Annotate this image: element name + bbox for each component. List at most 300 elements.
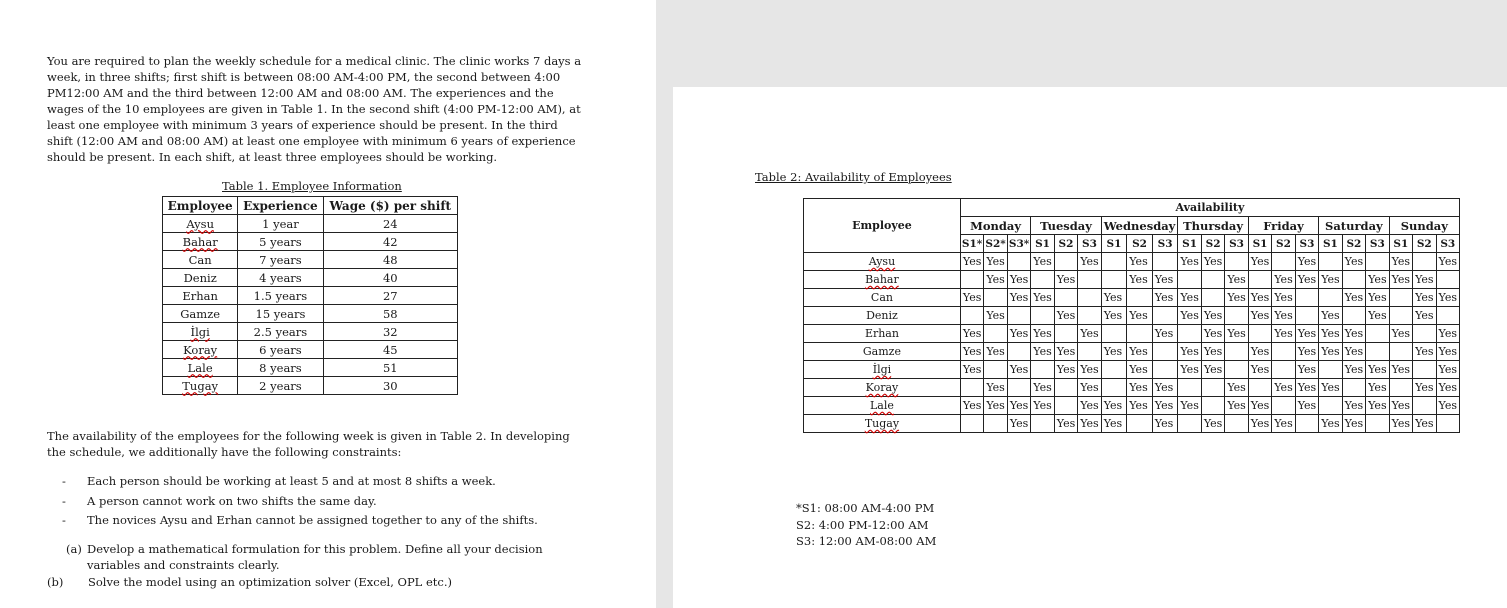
availability-cell: Yes [1178, 307, 1201, 325]
shift-header: S2 [1272, 235, 1295, 253]
cell-text: 15 years [255, 306, 306, 321]
shift-header: S1 [1319, 235, 1342, 253]
cell-employee [804, 253, 961, 271]
table2-caption: Table 2: Availability of Employees [755, 170, 952, 184]
shift-header: S3 [1152, 235, 1178, 253]
availability-cell: Yes [1127, 307, 1153, 325]
availability-cell [1225, 307, 1248, 325]
table-row [804, 361, 1460, 379]
table-row [804, 415, 1460, 433]
cell-employee [804, 307, 961, 325]
availability-cell [1078, 343, 1101, 361]
availability-cell [1078, 271, 1101, 289]
cell-text: 7 years [259, 252, 302, 267]
availability-cell: Yes [1031, 379, 1054, 397]
availability-cell: Yes [1178, 289, 1201, 307]
availability-cell [1436, 307, 1459, 325]
shift-header: S2* [984, 235, 1007, 253]
availability-cell: Yes [1031, 253, 1054, 271]
availability-cell [1031, 271, 1054, 289]
cell-text: 5 years [259, 234, 302, 249]
availability-cell: Yes [1054, 343, 1077, 361]
cell-text: Gamze [180, 306, 221, 321]
availability-cell: Yes [1389, 397, 1412, 415]
availability-cell [1436, 415, 1459, 433]
availability-cell: Yes [1178, 397, 1201, 415]
cell-employee [804, 289, 961, 307]
table-header-row [804, 199, 1460, 217]
availability-cell: Yes [1127, 271, 1153, 289]
availability-cell [1101, 325, 1127, 343]
availability-cell: Yes [1031, 397, 1054, 415]
availability-cell: Yes [1319, 415, 1342, 433]
availability-cell: Yes [1248, 307, 1271, 325]
availability-cell [1127, 325, 1153, 343]
availability-cell: Yes [1248, 397, 1271, 415]
cell-text: 1.5 years [253, 288, 308, 303]
table-row [804, 271, 1460, 289]
availability-cell: Yes [1078, 361, 1101, 379]
cell-text: 2 years [259, 378, 302, 393]
availability-cell: Yes [1127, 361, 1153, 379]
availability-cell: Yes [1007, 361, 1030, 379]
availability-cell: Yes [984, 307, 1007, 325]
availability-cell: Yes [1295, 325, 1318, 343]
cell-name [163, 377, 238, 395]
availability-cell: Yes [1152, 379, 1178, 397]
day-header: Monday [960, 217, 1030, 235]
availability-cell [1389, 289, 1412, 307]
day-header: Friday [1248, 217, 1318, 235]
availability-cell: Yes [1436, 325, 1459, 343]
availability-cell: Yes [1295, 253, 1318, 271]
header-experience: Experience [238, 197, 323, 215]
question-b-text: Solve the model using an optimization solver (Excel, OPL etc.) [88, 575, 452, 589]
availability-cell: Yes [1413, 343, 1436, 361]
availability-cell: Yes [1007, 415, 1030, 433]
cell-wage [323, 287, 457, 305]
question-a [66, 541, 586, 573]
cell-text: Bahar [865, 273, 899, 286]
shift-header: S3 [1225, 235, 1248, 253]
cell-text: 48 [382, 252, 398, 267]
shift-note: S3: 12:00 AM-08:00 AM [796, 534, 937, 548]
table-row [163, 323, 458, 341]
cell-text: Deniz [866, 309, 898, 322]
cell-text: İlgi [872, 363, 892, 376]
question-b [47, 575, 452, 589]
cell-text: Aysu [868, 255, 896, 268]
availability-cell [1413, 397, 1436, 415]
availability-cell [1342, 379, 1365, 397]
availability-cell: Yes [1201, 325, 1224, 343]
availability-cell: Yes [1319, 271, 1342, 289]
cell-employee [804, 397, 961, 415]
cell-text: 24 [382, 216, 398, 231]
availability-cell [1127, 415, 1153, 433]
cell-name [163, 251, 238, 269]
cell-experience [238, 305, 323, 323]
cell-text: Tugay [864, 417, 900, 430]
availability-cell: Yes [1295, 343, 1318, 361]
availability-cell: Yes [1389, 415, 1412, 433]
availability-cell [1319, 361, 1342, 379]
shift-header: S2 [1342, 235, 1365, 253]
availability-cell [1201, 397, 1224, 415]
availability-cell [1101, 253, 1127, 271]
availability-cell [1152, 253, 1178, 271]
cell-text: 8 years [259, 360, 302, 375]
table1-caption: Table 1. Employee Information [222, 179, 402, 193]
table-row [163, 287, 458, 305]
shift-header: S1 [1248, 235, 1271, 253]
shift-header: S3 [1295, 235, 1318, 253]
availability-cell: Yes [1342, 289, 1365, 307]
availability-cell [960, 415, 983, 433]
availability-cell: Yes [1078, 415, 1101, 433]
availability-cell [1366, 253, 1389, 271]
header-employee: Employee [163, 197, 238, 215]
availability-cell: Yes [1366, 307, 1389, 325]
availability-cell [1389, 379, 1412, 397]
availability-cell: Yes [1342, 361, 1365, 379]
availability-cell [1101, 361, 1127, 379]
cell-text: Erhan [864, 327, 899, 340]
shift-header: S3 [1436, 235, 1459, 253]
availability-cell [1272, 397, 1295, 415]
cell-experience [238, 377, 323, 395]
availability-cell: Yes [1413, 379, 1436, 397]
availability-cell: Yes [1319, 307, 1342, 325]
cell-wage [323, 269, 457, 287]
availability-cell: Yes [1413, 289, 1436, 307]
constraint-list [62, 474, 538, 533]
availability-cell: Yes [1054, 307, 1077, 325]
cell-text: 4 years [259, 270, 302, 285]
availability-cell: Yes [984, 379, 1007, 397]
list-item: - A person cannot work on two shifts the same day. [62, 493, 377, 508]
availability-cell [1319, 397, 1342, 415]
availability-cell: Yes [1436, 379, 1459, 397]
cell-text: 30 [382, 378, 398, 393]
table-row [163, 305, 458, 323]
table-row [804, 397, 1460, 415]
availability-cell: Yes [984, 253, 1007, 271]
availability-cell: Yes [1101, 289, 1127, 307]
shift-note: S2: 4:00 PM-12:00 AM [796, 517, 929, 532]
availability-cell: Yes [1319, 325, 1342, 343]
availability-cell: Yes [1436, 343, 1459, 361]
availability-cell [1054, 325, 1077, 343]
shift-header: S1 [1389, 235, 1412, 253]
constraint-text: A person cannot work on two shifts the same day. [87, 493, 377, 508]
availability-cell: Yes [1272, 325, 1295, 343]
availability-cell [1413, 253, 1436, 271]
availability-cell [1272, 343, 1295, 361]
availability-cell [1007, 253, 1030, 271]
cell-text: İlgi [190, 324, 210, 339]
availability-cell: Yes [1272, 271, 1295, 289]
availability-cell [1225, 361, 1248, 379]
availability-cell: Yes [1225, 397, 1248, 415]
table-row [804, 343, 1460, 361]
cell-experience [238, 341, 323, 359]
availability-cell [1248, 379, 1271, 397]
cell-text: 6 years [259, 342, 302, 357]
availability-cell: Yes [1127, 343, 1153, 361]
availability-cell: Yes [1413, 307, 1436, 325]
cell-wage [323, 341, 457, 359]
availability-cell [984, 415, 1007, 433]
availability-cell: Yes [960, 289, 983, 307]
cell-text: Koray [183, 342, 218, 357]
day-header: Saturday [1319, 217, 1389, 235]
availability-cell [1366, 325, 1389, 343]
availability-cell [1225, 343, 1248, 361]
availability-cell: Yes [960, 343, 983, 361]
cell-wage [323, 305, 457, 323]
table-row [804, 253, 1460, 271]
cell-experience [238, 269, 323, 287]
availability-cell [1178, 325, 1201, 343]
table-row [163, 233, 458, 251]
shift-header: S2 [1054, 235, 1077, 253]
availability-cell [1342, 271, 1365, 289]
availability-cell [1201, 379, 1224, 397]
availability-cell [1389, 307, 1412, 325]
availability-cell: Yes [1031, 289, 1054, 307]
availability-cell: Yes [1272, 289, 1295, 307]
cell-employee [804, 271, 961, 289]
availability-cell [1101, 379, 1127, 397]
availability-cell: Yes [1152, 397, 1178, 415]
availability-cell [1078, 289, 1101, 307]
availability-cell: Yes [1366, 379, 1389, 397]
cell-text: 45 [382, 342, 398, 357]
cell-wage [323, 251, 457, 269]
day-header: Tuesday [1031, 217, 1101, 235]
availability-cell: Yes [1101, 397, 1127, 415]
availability-cell [1031, 361, 1054, 379]
availability-cell: Yes [1101, 307, 1127, 325]
availability-cell [1201, 271, 1224, 289]
availability-cell [1031, 415, 1054, 433]
availability-cell [1272, 361, 1295, 379]
list-item: - The novices Aysu and Erhan cannot be assigned together to any of the shifts. [62, 513, 538, 527]
availability-cell: Yes [1078, 253, 1101, 271]
availability-cell: Yes [1078, 379, 1101, 397]
availability-cell [1389, 343, 1412, 361]
availability-cell: Yes [1127, 253, 1153, 271]
availability-cell [1342, 307, 1365, 325]
cell-text: Bahar [182, 234, 218, 249]
availability-cell [1152, 361, 1178, 379]
availability-cell: Yes [960, 397, 983, 415]
availability-cell: Yes [960, 361, 983, 379]
availability-cell [1366, 415, 1389, 433]
availability-cell: Yes [1342, 397, 1365, 415]
availability-cell [1225, 415, 1248, 433]
availability-cell [1007, 307, 1030, 325]
cell-text: 32 [382, 324, 398, 339]
availability-cell: Yes [1248, 343, 1271, 361]
availability-cell: Yes [1054, 361, 1077, 379]
cell-text: Lale [187, 360, 213, 375]
cell-name [163, 341, 238, 359]
availability-cell [1178, 415, 1201, 433]
availability-cell [1295, 415, 1318, 433]
availability-cell: Yes [1152, 271, 1178, 289]
cell-wage [323, 377, 457, 395]
availability-cell [1178, 379, 1201, 397]
availability-cell: Yes [1295, 397, 1318, 415]
availability-cell [1152, 307, 1178, 325]
availability-cell [1078, 307, 1101, 325]
availability-cell [1054, 253, 1077, 271]
availability-cell [960, 271, 983, 289]
availability-cell [1413, 325, 1436, 343]
availability-paragraph: The availability of the employees for the following week is given in Table 2. In developing the schedule, we additionally have the following constraints: [47, 429, 570, 459]
availability-cell: Yes [1225, 379, 1248, 397]
availability-table [803, 198, 1460, 433]
cell-wage [323, 233, 457, 251]
cell-name [163, 359, 238, 377]
constraint-text: Each person should be working at least 5 and at most 8 shifts a week. [87, 474, 496, 488]
availability-cell: Yes [1007, 397, 1030, 415]
availability-cell [1054, 397, 1077, 415]
cell-employee [804, 343, 961, 361]
availability-cell: Yes [1413, 271, 1436, 289]
availability-cell: Yes [1201, 343, 1224, 361]
availability-cell: Yes [1366, 397, 1389, 415]
availability-cell [1054, 379, 1077, 397]
availability-cell [1295, 307, 1318, 325]
table-row [804, 379, 1460, 397]
availability-cell: Yes [1101, 343, 1127, 361]
availability-cell: Yes [1342, 253, 1365, 271]
availability-cell [1054, 289, 1077, 307]
table-header-row [163, 197, 458, 215]
question-b-label: (b) [47, 575, 64, 589]
cell-text: Deniz [183, 270, 217, 285]
cell-wage [323, 359, 457, 377]
availability-cell: Yes [1178, 361, 1201, 379]
availability-cell: Yes [1201, 415, 1224, 433]
availability-cell: Yes [1078, 397, 1101, 415]
cell-text: Can [188, 252, 212, 267]
availability-cell: Yes [1152, 325, 1178, 343]
table-row [163, 359, 458, 377]
availability-cell: Yes [1436, 361, 1459, 379]
cell-name [163, 323, 238, 341]
availability-cell [1201, 289, 1224, 307]
availability-cell: Yes [1272, 379, 1295, 397]
intro-paragraph: You are required to plan the weekly schedule for a medical clinic. The clinic works 7 days a week, in three shifts; first shift is between 08:00 AM-4:00 PM, the second between 4:00 PM12:00 AM and the third between 12:00 AM and 08:00 AM. The experiences and the wages of the 10 employees are given in Table 1. In the second shift (4:00 PM-12:00 AM), at least one employee with minimum 3 years of experience should be present. In the third shift (12:00 AM and 08:00 AM) at least one employee with minimum 6 years of experience should be present. In each shift, at least three employees should be working. [47, 54, 582, 164]
cell-text: Tugay [182, 378, 219, 393]
availability-cell: Yes [1248, 253, 1271, 271]
availability-cell [984, 325, 1007, 343]
cell-name [163, 215, 238, 233]
cell-wage [323, 215, 457, 233]
cell-name [163, 305, 238, 323]
cell-text: 27 [382, 288, 398, 303]
table-row [804, 325, 1460, 343]
cell-experience [238, 323, 323, 341]
availability-cell: Yes [1295, 361, 1318, 379]
shift-header: S1* [960, 235, 983, 253]
availability-cell [1272, 253, 1295, 271]
availability-cell: Yes [1436, 289, 1459, 307]
day-header: Sunday [1389, 217, 1459, 235]
cell-employee [804, 379, 961, 397]
availability-cell: Yes [1225, 325, 1248, 343]
shift-header: S1 [1031, 235, 1054, 253]
availability-cell [1366, 343, 1389, 361]
header-availability: Availability [960, 199, 1459, 217]
availability-cell [1319, 253, 1342, 271]
availability-cell: Yes [1127, 397, 1153, 415]
table-row [163, 269, 458, 287]
shift-header: S3 [1078, 235, 1101, 253]
availability-cell: Yes [1152, 415, 1178, 433]
availability-cell: Yes [1178, 343, 1201, 361]
availability-cell: Yes [1101, 415, 1127, 433]
availability-cell: Yes [1054, 415, 1077, 433]
cell-experience [238, 233, 323, 251]
availability-cell [1248, 325, 1271, 343]
table-row [163, 341, 458, 359]
availability-cell [960, 379, 983, 397]
shift-notes [796, 500, 936, 550]
shift-header: S2 [1127, 235, 1153, 253]
availability-cell: Yes [1319, 343, 1342, 361]
cell-text: Erhan [182, 288, 218, 303]
availability-cell: Yes [1007, 271, 1030, 289]
availability-cell: Yes [1201, 307, 1224, 325]
availability-cell: Yes [1225, 271, 1248, 289]
table-row [163, 215, 458, 233]
availability-cell: Yes [1389, 253, 1412, 271]
cell-experience [238, 359, 323, 377]
table-row [804, 289, 1460, 307]
cell-name [163, 287, 238, 305]
availability-cell: Yes [1389, 271, 1412, 289]
availability-cell: Yes [1248, 289, 1271, 307]
shift-header: S2 [1201, 235, 1224, 253]
availability-cell: Yes [960, 253, 983, 271]
cell-experience [238, 287, 323, 305]
availability-cell: Yes [1054, 271, 1077, 289]
availability-cell: Yes [1178, 253, 1201, 271]
cell-text: Gamze [862, 345, 901, 358]
employee-info-table [162, 196, 458, 395]
cell-text: 1 year [262, 216, 299, 231]
availability-cell: Yes [1366, 289, 1389, 307]
shift-header: S1 [1178, 235, 1201, 253]
availability-cell [1319, 289, 1342, 307]
shift-header: S1 [1101, 235, 1127, 253]
availability-cell: Yes [1248, 415, 1271, 433]
availability-cell [1031, 307, 1054, 325]
cell-text: 58 [382, 306, 398, 321]
availability-cell: Yes [1342, 343, 1365, 361]
header-employee: Employee [804, 199, 961, 253]
availability-cell: Yes [1366, 271, 1389, 289]
day-header: Wednesday [1101, 217, 1178, 235]
availability-cell [1178, 271, 1201, 289]
cell-experience [238, 215, 323, 233]
question-a-label: (a) [66, 542, 82, 556]
